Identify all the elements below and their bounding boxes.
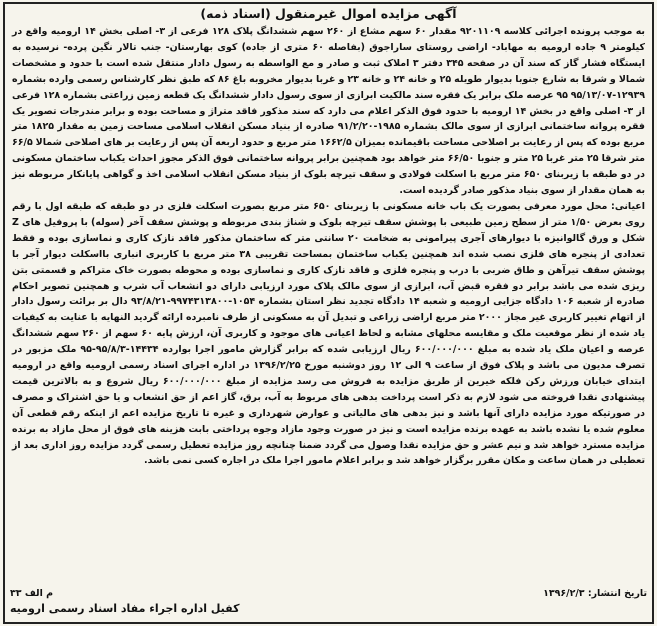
notice-footer: [10, 586, 647, 620]
paragraph-building-details: اعیانی: محل مورد معرفی بصورت یک باب خانه مسکونی با زیربنای ۶۵۰ متر مربع بصورت اسکلت فلزی در دو طبقه که طبقه اول با رقم روی بعرض ۱/۵۰ متر از سطح زمین طبیعی با پوشش سقف تیرچه بلوک و شناژ بندی مربوطه و پوشش سقف آخر (سوله) با پروفیل های Z شکل و ورق گالوانیزه با دیوارهای آجری پیرامونی به ضخامت ۲۰ سانتی متر که ساختمان مذکور فاقد نازک کاری و نماسازی بوده و فقط تعدادی از پنجره های فلزی نصب شده اند همچنین یکباب ساختمان بمساحت تقریبی ۳۸ متر مربع با کاربری انباری بااسکلت دیوار آجر با پوشش سقف تیرآهن و طاق ضربی با درب و پنجره فلزی و فاقد نازک کاری و نماسازی بوده و محوطه بصورت خاک متراکم و قسمتی بتن ریزی شده می باشد برابر دو فقره قبض آب، ابرازی از سوی مالک پلاک مورد ارزیابی دارای دو انشعاب آب شرب و همچنین تصویر احکام صادره از شعبه ۱۰۶ دادگاه جزایی ارومیه و شعبه ۱۴ دادگاه تجدید نظر استان بشماره ۱۰۵۴-۹۹۷۴۳۱۳۸۰۰-۹۳/۸/۲۱ دال بر برائت رسول دادار از اتهام تغییر کاربری غیر مجاز ۲۰۰۰ متر مربع اراضی زراعی و تبدیل آن به مسکونی از طرف نامبرده ارائه گردید النهایه با عنایت به کیفیات یاد شده از نظر موقعیت ملک و مقایسه محلهای مشابه و لحاظ اعیانی های موجود و کاربری آن، ارزش پایه ۶۰ سهم از ۲۶۰ سهم ششدانگ عرصه و اعیان ملک یاد شده به مبلغ ۶۰۰/۰۰۰/۰۰۰ ریال ارزیابی شده که برابر گزارش مامور اجرا بوارده ۱۴۴۳۴-۹۵/۸/۳-۹۵ ملک مزبور در تصرف مدیون می باشد و پلاک فوق از ساعت ۹ الی ۱۲ روز دوشنبه مورخ ۱۳۹۶/۲/۲۵ در اداره اجرای اسناد رسمی ارومیه واقع در ارومیه ابتدای خیابان ورزش رکن فلکه خیرین از طریق مزایده به فروش می رسد مزایده از مبلغ ۶۰۰/۰۰۰/۰۰۰ ریال شروع و به بالاترین قیمت پیشنهادی نقدا فروخته می شود لازم به ذکر است پرداخت بدهی های مربوط به آب، برق، گاز اعم از حق انشعاب و یا حق اشتراک و مصرف در صورتیکه مورد مزایده دارای آنها باشد و نیز بدهی های مالیاتی و عوارض شهرداری و غیره تا تاریخ مزایده اعم از اینکه رقم قطعی آن معلوم شده یا نشده باشد به عهده برنده مزایده است و نیز در صورت وجود مازاد وجوه پرداختی بابت هزینه های فوق از محل مازاد به برنده مزایده مسترد خواهد شد و نیم عشر و حق مزایده نقدا وصول می گردد ضمنا چنانچه روز مزایده تعطیل رسمی گردد مزایده روز اداری بعد از تعطیلی در همان ساعت و مکان مقرر برگزار خواهد شد و برابر اعلام مامور اجرا ملک در اجاره کسی نمی باشد.: [12, 200, 646, 467]
notice-title: آگهی مزایده اموال غیرمنقول (اسناد ذمه): [200, 6, 457, 21]
footer-meta-row: [10, 586, 647, 601]
signature-line: کفیل اداره اجراء مفاد اسناد رسمی ارومیه: [10, 602, 240, 615]
reference-code: م الف ۳۳: [10, 588, 54, 599]
paragraph-property-description: به موجب پرونده اجرائی کلاسه ۹۲۰۱۱۰۹ مقدار ۶۰ سهم مشاع از ۲۶۰ سهم ششدانگ پلاک ۱۲۸ فرعی از ۳- اصلی بخش ۱۴ ارومیه واقع در کیلومتر ۹ جاده ارومیه به مهاباد- اراضی روستای ساراجوق (بفاصله ۶۰ متری از جاده) کوی بهارستان- جنب تالار نگین پرده- نرسیده به ایستگاه فشار گاز که سند آن در صفحه ۳۴۵ دفتر ۳ املاک ثبت و صادر و مع الواسطه به رسول دادار منتقل شده است با حدود و مشخصات شمالا و شرقا به شارع جنوبا بدیوار طویله ۲۵ و خانه ۲۴ و خانه ۲۳ و غربا بدیوار مخروبه باغ ۸۶ که طبق نظر کارشناس رسمی وارده بشماره ۱۲۹۳۹-۹۵/۱۳/۰۷ ۹۵ عرصه ملک برابر یک فقره سند مالکیت ابرازی از سوی رسول دادار ششدانگ یک قطعه زمین زراعتی بشماره ۱۲۸ فرعی از ۳- اصلی واقع در بخش ۱۴ ارومیه با حدود فوق الذکر اعلام می دارد که سند مذکور فاقد متراژ و مساحت بوده و برابر مندرجات تصویر یک فقره پروانه ساختمانی ابرازی از سوی مالک بشماره ۱۹۸۵-۹۱/۲/۲۰ صادره از بنیاد مسکن انقلاب اسلامی مساحت زمین به مقدار ۱۸۲۵ متر مربع بوده که پس از رعایت بر اصلاحی مساحت باقیمانده بمیزان ۱۶۶۲/۵ متر مربع و حدود اربعه آن پس از رعایت بر های اصلاحی شمالا ۶۶/۵ متر شرقا ۲۵ متر غربا ۲۵ متر و جنوبا ۶۶/۵۰ متر خواهد بود همچنین برابر پروانه ساختمانی فوق الذکر مجوز احداث یکباب ساختمان مسکونی در دو طبقه با زیربنای ۶۵۰ متر مربع با اسکلت فولادی و سقف تیرچه بلوک از بنیاد مسکن انقلاب اسلامی اخذ و گواهی پایانکار مربوطه نیز به همان مقدار از سوی بنیاد مذکور صادر گردیده است.: [12, 26, 646, 197]
notice-body: [12, 24, 645, 469]
publish-date: تاریخ انتشار: ۱۳۹۶/۲/۳: [543, 588, 647, 599]
